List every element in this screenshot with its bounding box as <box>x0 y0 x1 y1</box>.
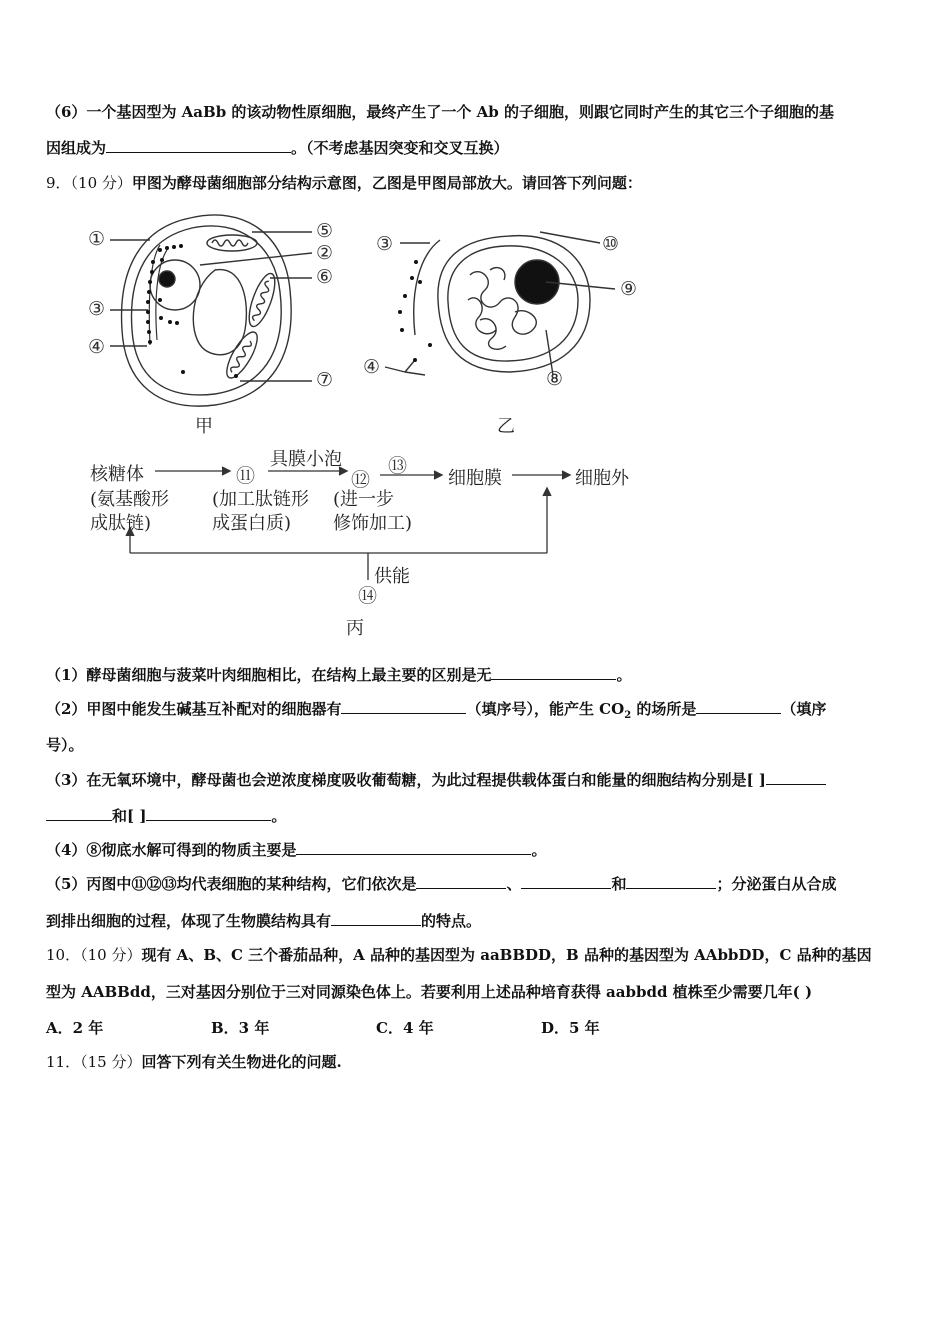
q11-stem-line <box>46 1052 342 1072</box>
mitochondrion-top <box>207 235 257 251</box>
flow-ribosome-sub2: 成肽链) <box>90 513 152 534</box>
label-5: ⑤ <box>316 220 334 242</box>
flow-ribosome: 核糖体 <box>90 464 144 485</box>
q9-p1-end: 。 <box>616 666 632 684</box>
q10-score: （10 分） <box>80 946 142 964</box>
label-6: ⑥ <box>316 266 334 288</box>
flow-n11-sub1: (加工肽链形 <box>212 489 310 510</box>
answer-blank[interactable] <box>491 665 616 680</box>
q9-p2-text2: （填序号），能产生 CO <box>466 700 625 718</box>
answer-blank[interactable] <box>331 911 421 926</box>
q9-p5-end: 的特点。 <box>421 912 482 930</box>
flow-energy: 供能 <box>374 566 410 587</box>
answer-blank[interactable] <box>146 806 271 821</box>
q9-p2-text4: （填序 <box>781 700 827 718</box>
q9-p5-text3: 到排出细胞的过程，体现了生物膜结构具有 <box>46 912 332 930</box>
q9-score: （10 分） <box>70 174 132 192</box>
q9-p4-text: （4）⑧彻底水解可得到的物质主要是 <box>46 841 297 859</box>
figure-yi <box>385 232 615 375</box>
mitochondrion-right <box>244 271 280 330</box>
label-1: ① <box>88 228 106 250</box>
flow-n11-sub2: 成蛋白质) <box>212 513 292 534</box>
q9-p5 <box>46 874 837 894</box>
answer-blank[interactable] <box>521 874 611 889</box>
answer-blank[interactable] <box>296 840 531 855</box>
q9-p1-text: （1）酵母菌细胞与菠菜叶肉细胞相比，在结构上最主要的区别是无 <box>46 666 492 684</box>
label-4: ④ <box>88 336 106 358</box>
q11-number: 11． <box>46 1053 81 1071</box>
er-arc <box>414 240 440 335</box>
yeast-cell-figure <box>0 0 950 660</box>
q10-option-d[interactable]: D．5 年 <box>541 1019 600 1037</box>
nuclear-envelope-inner <box>448 246 578 361</box>
q9-p3 <box>46 770 826 790</box>
label-2: ② <box>316 242 334 264</box>
ribosome-dots-jia <box>146 244 238 378</box>
q10-stem-line1 <box>46 945 872 965</box>
label-7: ⑦ <box>316 369 334 391</box>
q9-p5-sep: 、 <box>506 875 522 893</box>
answer-blank[interactable] <box>626 874 716 889</box>
q9-number: 9． <box>46 174 71 192</box>
answer-blank[interactable] <box>416 874 506 889</box>
mitochondrion-bottom <box>221 328 263 382</box>
flow-vesicle: 具膜小泡 <box>270 449 342 470</box>
q9-p1 <box>46 665 631 685</box>
label-13: ⑬ <box>388 455 408 477</box>
label-12: ⑫ <box>351 469 371 491</box>
nucleolus <box>159 271 175 287</box>
q9-stem: 甲图为酵母菌细胞部分结构示意图，乙图是甲图局部放大。请回答下列问题： <box>131 174 642 192</box>
q9-p4-end: 。 <box>531 841 547 859</box>
q9-p3-text: （3）在无氧环境中，酵母菌也会逆浓度梯度吸收葡萄糖，为此过程提供载体蛋白和能量的细胞结构分别是[ ] <box>46 771 766 789</box>
label-11: ⑪ <box>236 465 256 487</box>
answer-blank[interactable] <box>766 770 826 785</box>
flow-membrane: 细胞膜 <box>448 468 502 489</box>
q8-6-prefix: 因组成为 <box>46 139 107 157</box>
figure-bing-caption: 丙 <box>346 618 364 639</box>
er-inner <box>156 250 167 340</box>
flow-n12-sub1: (进一步 <box>333 489 395 510</box>
q9-p5-cont <box>46 911 481 931</box>
flow-outside: 细胞外 <box>575 468 629 489</box>
q10-stem1: 现有 A、B、C 三个番茄品种，A 品种的基因型为 aaBBDD，B 品种的基因型为 AAbbDD，C 品种的基因 <box>141 946 872 964</box>
label-3b: ③ <box>376 233 394 255</box>
q9-p3-end: 。 <box>271 807 287 825</box>
flow-n12-sub2: 修饰加工) <box>333 513 413 534</box>
figure-jia-caption: 甲 <box>195 416 213 437</box>
q8-6-suffix: 。（不考虑基因突变和交叉互换） <box>291 139 509 157</box>
vacuole <box>193 270 246 355</box>
answer-blank[interactable] <box>341 699 466 714</box>
q9-p2-text: （2）甲图中能发生碱基互补配对的细胞器有 <box>46 700 342 718</box>
ribosome-dots-yi <box>398 260 432 362</box>
q10-stem-line2: 型为 AABBdd，三对基因分别位于三对同源染色体上。若要利用上述品种培育获得 aabbdd 植株至少需要几年( ) <box>46 983 813 1001</box>
co2-subscript: 2 <box>624 710 632 721</box>
q10-option-b[interactable]: B．3 年 <box>211 1019 270 1037</box>
label-4b: ④ <box>363 356 381 378</box>
q8-6-line1: （6）一个基因型为 AaBb 的该动物性原细胞，最终产生了一个 Ab 的子细胞，则跟它同时产生的其它三个子细胞的基 <box>46 103 834 121</box>
figure-jia <box>110 215 312 406</box>
answer-blank[interactable] <box>696 699 781 714</box>
q10-number: 10． <box>46 946 81 964</box>
q9-p5-text2: ；分泌蛋白从合成 <box>716 875 837 893</box>
q9-p3-cont <box>46 806 286 826</box>
q9-p2-text3: 的场所是 <box>631 700 697 718</box>
q9-p5-text: （5）丙图中⑪⑫⑬均代表细胞的某种结构，它们依次是 <box>46 875 417 893</box>
label-10: ⑩ <box>602 233 620 255</box>
label-8: ⑧ <box>546 368 564 390</box>
nuclear-envelope-outer <box>438 236 590 372</box>
q9-p2-cont: 号）。 <box>46 736 84 754</box>
q9-p5-and: 和 <box>611 875 627 893</box>
er-outer <box>149 245 160 345</box>
q10-option-c[interactable]: C．4 年 <box>376 1019 434 1037</box>
q10-option-a[interactable]: A．2 年 <box>46 1019 104 1037</box>
label-9: ⑨ <box>620 278 638 300</box>
q9-p2 <box>46 699 826 726</box>
q11-score: （15 分） <box>80 1053 142 1071</box>
q9-p3-text2: 和[ ] <box>112 807 147 825</box>
q9-p4 <box>46 840 546 860</box>
label-3: ③ <box>88 298 106 320</box>
answer-blank[interactable] <box>46 806 112 821</box>
figure-yi-caption: 乙 <box>497 416 515 437</box>
q11-stem: 回答下列有关生物进化的问题. <box>141 1053 342 1071</box>
label-14: ⑭ <box>358 585 378 607</box>
flow-ribosome-sub1: (氨基酸形 <box>90 489 170 510</box>
